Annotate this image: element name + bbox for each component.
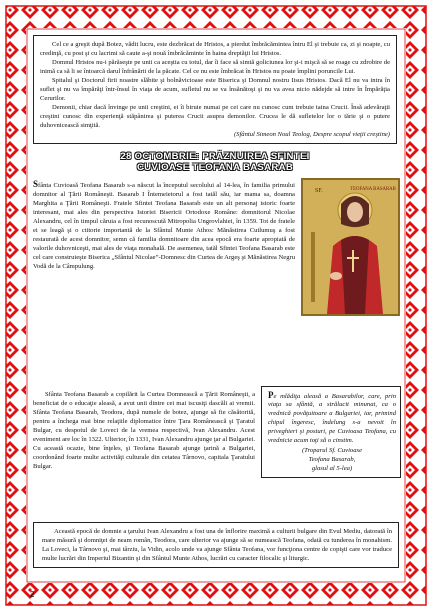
quote-paragraph: Demonii, chiar dacă învinge pe unii creştini, ei îi biruie numai pe cei care nu cunosc cum trebuie taina Crucii. Însă adevăraţii creştini cunosc din experienţă stăpânirea şi puterea Crucii asupra demonilor. Crucea le dă sufletelor lor o tărie şi o putere duhovnicească simţită. [40, 104, 390, 130]
troparion-source-line3: glasul al 5-lea) [311, 464, 353, 472]
childhood-text [33, 390, 255, 472]
troparion-box [261, 386, 401, 478]
icon-caption-right: TEOFANA BASARAB [350, 186, 396, 192]
biography-section [33, 180, 397, 387]
quote-paragraph: Spitalul şi Doctorul firii noastre slăbite şi bolnăvicioase este Biserica şi Domnul nostru Iisus Hristos. Dacă El nu va intra în suflet şi nu va împărăţi într-însul în viaţa de acum, sufletul nu se va însănătoşi şi nu va avea nicio nădejde să intre în Împărăţia Cerurilor. [40, 77, 390, 103]
page-content [33, 35, 397, 544]
drop-cap: S [33, 178, 39, 189]
article-title-line2: CUVIOASE TEOFANA BASARAB [136, 161, 294, 173]
page-number: 2 [30, 590, 35, 599]
two-column-section [33, 390, 397, 544]
troparion-source [268, 447, 396, 474]
closing-paragraph: Această epocă de domnie a ţarului Ivan Alexandru a fost una de înflorire maximă a culturii bulgare din Evul Mediu, datorată în mare măsură şi domniţei de neam român, Teodora, care ulterior va ajunge să se numească Teofana, odată cu tunderea în monahism. La Loveci, la Târnovo şi, mai târziu, la Vidin, acolo unde va ajunge Sfânta Teofana, vor funcţiona centre de copişti care vor traduce multe lucrări din Imperiul Bizantin şi din Sfântul Munte Athos, lucrări cu caracter filocalic şi liturgic. [42, 528, 392, 563]
troparion-source-line1: (Troparul Sf. Cuvioase [301, 446, 363, 454]
closing-box [33, 522, 399, 568]
icon-caption-left: SF. [315, 187, 323, 194]
saint-icon-image [301, 178, 400, 316]
article-title-line1: 28 OCTOMBRIE: PRĂZNUIREA SFINTEI [120, 150, 310, 162]
biography-body: fânta Cuvioasă Teofana Basarab s-a născut la începutul secolului al 14-lea, în familia primului domnitor al Ţării Româneşti. Basarab I Întemeietorul a fost tatăl său, iar mama sa, doamna Marghita a Ţării Româneşti. Fratele Sfintei Teofana Basarab este un alt personaj istoric foarte interesant, mai ales din perspectiva Istoriei Bisericii Ortodoxe Române: domnitorul Nicolae Alexandru, cel în timpul căruia a fost recunoscută Mitropolia Ungrovlahiei, în 1359. Tot de fratele ei se leagă şi o ctitorie importantă de la Sfântul Munte Athos: Mănăstirea Cutlumuş a fost restaurată de acest domnitor, semn că familia domnitoare din acea epocă era foarte apropiată de valorile duhovniceşti, mai ales de viaţa monahală. De asemenea, tatăl Sfintei Teofana Basarab este cel care construieşte Biserica „Sfântul Nicolae”-Domnesc din Curtea de Argeş şi Mănăstirea Negru Vodă de la Câmpulung. [33, 181, 295, 271]
saint-icon-illustration [303, 180, 398, 314]
childhood-paragraph: Sfânta Teofana Basarab a copilărit la Curtea Domnească a Ţării Româneşti, a beneficiat de o educaţie aleasă, a avut unii dintre cei mai iscusiţi dascăli ai vremii. Sfânta Teofana Basarab, Teodora, după numele de botez, ajunge să fie căsătorită, pentru a închega mai bine relaţiile diplomatice între Ţara Românească şi Ţaratul Bulgar, cu despotul de Loveci de la vremea respectivă, Ivan Alexandru. Acest eveniment are loc în 1322. Ulterior, în 1331, Ivan Alexandru ajunge ţar al Bulgariei. Cu această ocazie, bine înţeles, şi Teofana Basarab ajunge ţarină a Bulgariei, coordonând foarte multe activităţi culturale din cetatea Târnovo, capitala Ţaratului Bulgar. [33, 390, 255, 471]
troparion-source-line2: Teofana Basarab, [308, 455, 356, 463]
quote-paragraph: Cel ce a greşit după Botez, vădit lucru, este dezbrăcat de Hristos, a pierdut îmbrăcămintea întru El şi trebuie ca, zi şi noapte, cu credinţă, cu post şi cu lacrimi să caute a-şi nouă îmbrăcăminte în haina dreptăţii lui Hristos. [40, 41, 390, 58]
biography-text [33, 180, 295, 272]
troparion-text: e mlădiţa aleasă a Basarabilor, care, prin viaţa sa sfântă, a strălucit minunat, ca o vrednică povăţuitoare a Bulgariei, iar, primind chipul îngeresc, îndelung s-a nevoit în priveghieri şi posturi, pe Cuvioasa Teofana, cu vrednicie acum toţi să o cinstim. [268, 392, 396, 445]
drop-cap: P [268, 389, 274, 400]
quote-box [33, 35, 397, 144]
article-title [33, 151, 397, 173]
quote-paragraph: Domnul Hristos nu-i părăseşte pe unii ca aceştia cu totul, dar îi face să simtă goliciunea lor şi-i mişcă să se roage cu zdrobire de inimă ca să li se întoarcă darul înfrânării de la păcate. Cel ce nu este îmbrăcat în Hristos nu poate împlini poruncile Lui. [40, 59, 390, 76]
quote-citation: (Sfântul Simeon Noul Teolog, Despre scopul vieţii creştine) [233, 131, 390, 139]
